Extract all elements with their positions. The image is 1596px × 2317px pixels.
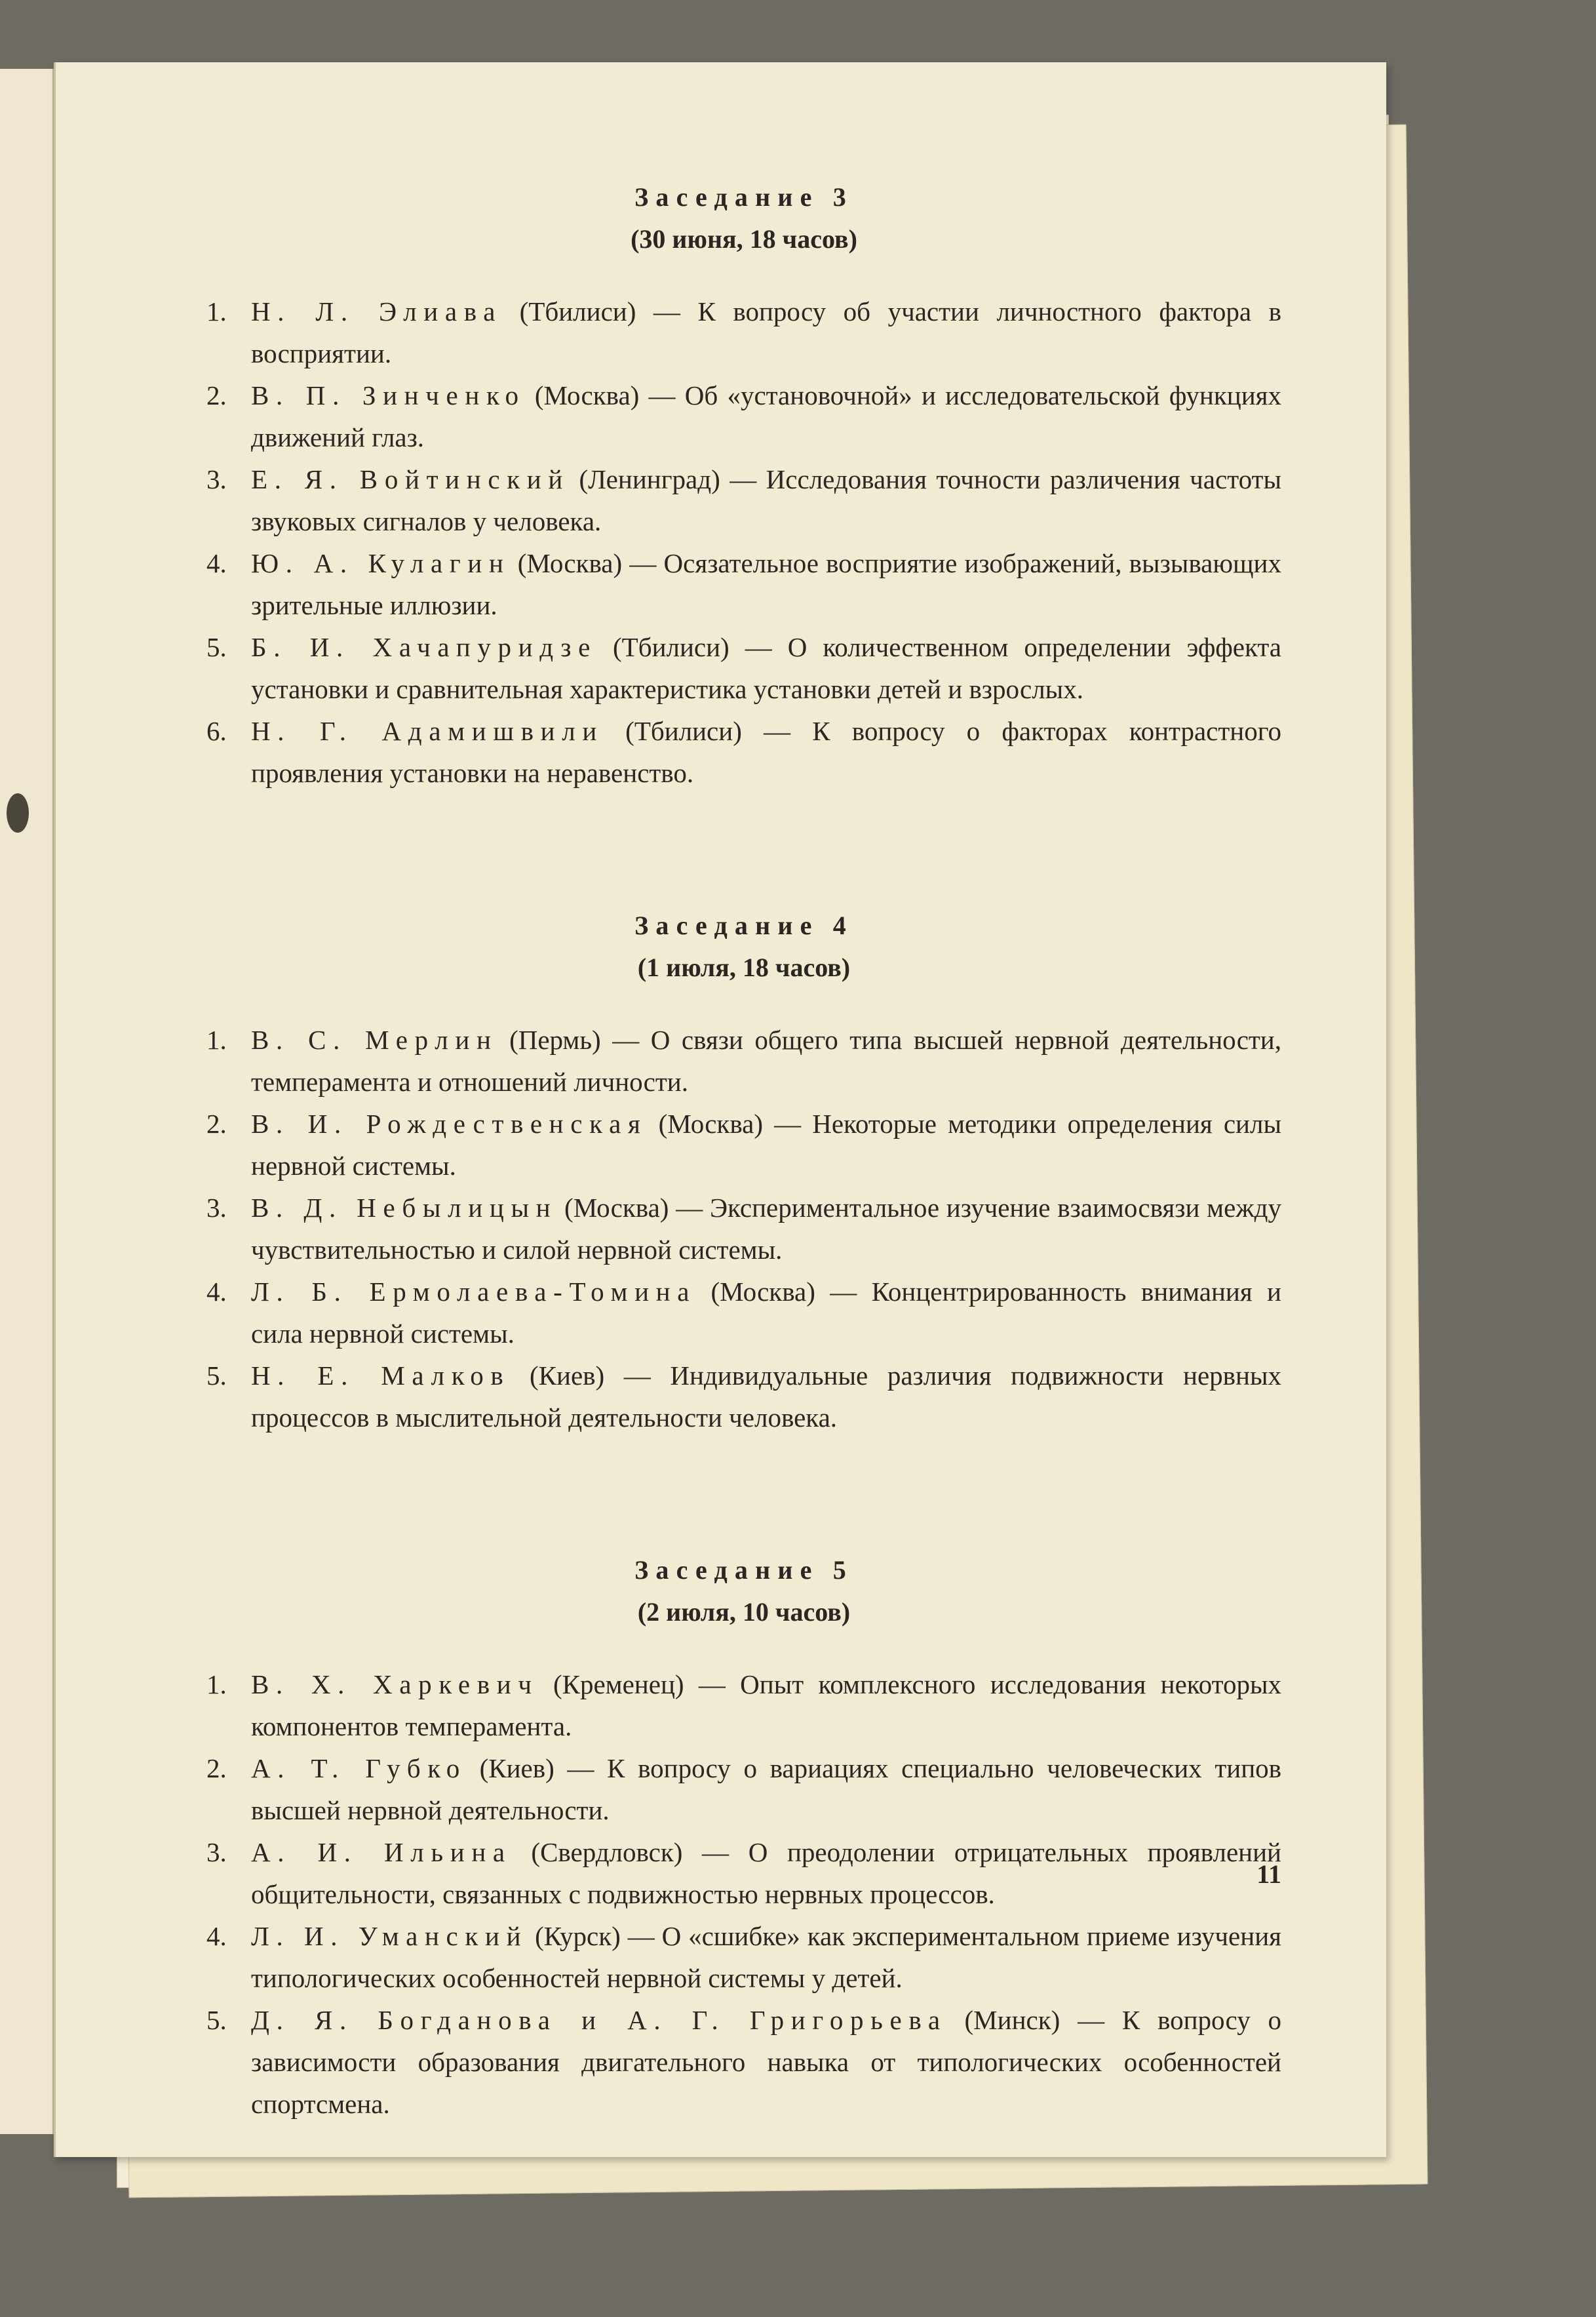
item-author: А. И. Ильина [251,1837,512,1867]
item-author: Л. Б. Ермолаева-Томина [251,1277,697,1307]
list-item [206,542,1281,626]
item-number: 4. [206,1921,227,1951]
item-number: 5. [206,1360,227,1391]
item-number: 2. [206,1109,227,1139]
item-text: (Киев) — К вопросу о вариациях специально человеческих типов высшей нервной деятельности. [251,1753,1281,1825]
item-text: (Москва) — Об «установочной» и исследовательской функциях движений глаз. [251,380,1281,452]
item-text: (Свердловск) — О преодолении отрицательных проявлений общительности, связанных с подвижностью нервных процессов. [251,1837,1281,1909]
list-item [206,1271,1281,1355]
item-author: Л. И. Уманский [251,1921,528,1951]
list-item [206,1187,1281,1271]
session-4 [206,909,1281,1438]
session-time: (2 июля, 10 часов) [637,1597,851,1627]
item-number: 3. [206,1193,227,1223]
binding-hole [7,793,29,833]
item-text: (Тбилиси) — К вопросу об участии личностного фактора в восприятии. [251,296,1281,368]
list-item [206,626,1281,710]
session-time: (1 июля, 18 часов) [637,953,851,982]
item-text: (Тбилиси) — О количественном определении эффекта установки и сравнительная характеристика установки детей и взрослых. [251,632,1282,704]
page-content [206,180,1281,2125]
item-author: Н. Е. Малков [251,1360,511,1391]
session-title: Заседание 5 [634,1555,853,1585]
item-number: 2. [206,380,227,410]
item-author: Ю. А. Кулагин [251,548,511,578]
list-item [206,290,1281,374]
list-item [206,1915,1281,1999]
item-author: Н. Л. Элиава [251,296,503,327]
item-text: (Москва) — Некоторые методики определения силы нервной системы. [251,1109,1281,1181]
session-items [206,1663,1281,2125]
list-item [206,1831,1281,1915]
item-author: Д. Я. Богданова и А. Г. Григорьева [251,2005,947,2035]
item-author: В. Д. Небылицын [251,1193,558,1223]
item-number: 6. [206,716,227,746]
session-title: Заседание 3 [634,182,853,212]
item-author: В. И. Рождественская [251,1109,648,1139]
item-text: (Тбилиси) — К вопросу о факторах контрастного проявления установки на неравенство. [251,716,1282,788]
list-item [206,1103,1281,1187]
session-3 [206,180,1281,794]
item-author: Е. Я. Войтинский [251,464,570,494]
item-number: 5. [206,2005,227,2035]
item-number: 4. [206,548,227,578]
list-item [206,1663,1281,1747]
item-text: (Москва) — Концентрированность внимания и сила нервной системы. [251,1277,1281,1349]
item-number: 2. [206,1753,227,1783]
item-author: Б. И. Хачапуридзе [251,632,597,662]
list-item [206,1355,1281,1438]
item-text: (Кременец) — Опыт комплексного исследования некоторых компонентов темперамента. [251,1669,1281,1741]
item-text: (Москва) — Экспериментальное изучение взаимосвязи между чувствительностью и силой нервной системы. [251,1193,1281,1265]
item-number: 4. [206,1277,227,1307]
item-number: 5. [206,632,227,662]
list-item [206,374,1281,458]
left-facing-page [0,69,54,2134]
item-number: 3. [206,464,227,494]
item-author: В. Х. Харкевич [251,1669,539,1699]
item-number: 1. [206,1025,227,1055]
item-text: (Ленинград) — Исследования точности различения частоты звуковых сигналов у человека. [251,464,1281,536]
item-author: В. П. Зинченко [251,380,526,410]
session-time: (30 июня, 18 часов) [631,224,857,254]
list-item [206,1019,1281,1103]
session-5 [206,1553,1281,2125]
list-item [206,710,1281,794]
item-text: (Курск) — О «сшибке» как экспериментальном приеме изучения типологических особенностей нервной системы у детей. [251,1921,1281,1993]
item-text: (Киев) — Индивидуальные различия подвижности нервных процессов в мыслительной деятельности человека. [251,1360,1281,1433]
session-items [206,290,1281,794]
session-title: Заседание 4 [634,911,853,940]
item-author: А. Т. Губко [251,1753,467,1783]
item-number: 1. [206,296,227,327]
item-author: В. С. Мерлин [251,1025,498,1055]
item-text: (Москва) — Осязательное восприятие изображений, вызывающих зрительные иллюзии. [251,548,1281,620]
session-items [206,1019,1281,1438]
list-item [206,458,1281,542]
item-text: (Пермь) — О связи общего типа высшей нервной деятельности, темперамента и отношений личности. [251,1025,1281,1097]
item-number: 3. [206,1837,227,1867]
list-item [206,1747,1281,1831]
item-text: (Минск) — К вопросу о зависимости образования двигательного навыка от типологических особенностей спортсмена. [251,2005,1281,2119]
page-number: 11 [1256,1859,1281,1889]
document-page [54,62,1386,2157]
item-number: 1. [206,1669,227,1699]
list-item [206,1999,1281,2125]
item-author: Н. Г. Адамишвили [251,716,604,746]
